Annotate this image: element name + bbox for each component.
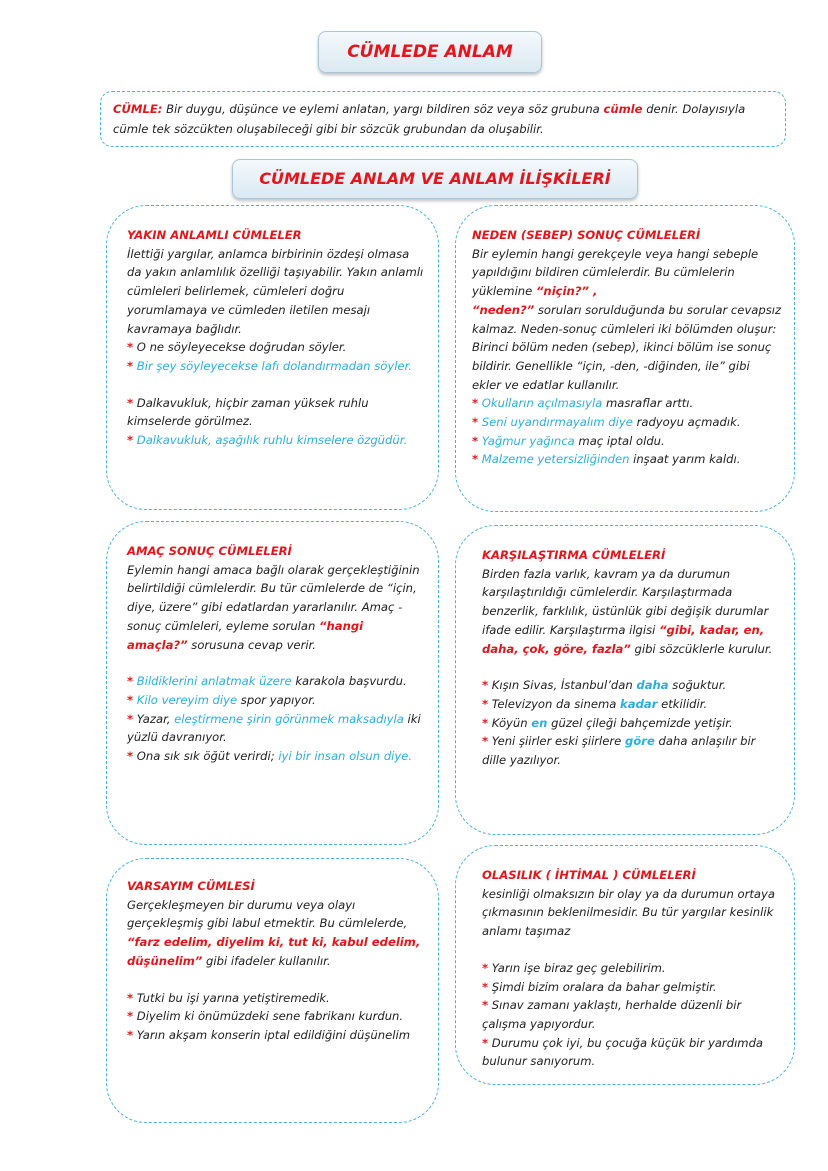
- bullet-star: *: [127, 358, 134, 373]
- example-cause: Yağmur yağınca: [481, 433, 575, 448]
- example-text: Sınav zamanı yaklaştı, herhalde düzenli bir çalışma yapıyordur.: [482, 998, 742, 1031]
- example-item: [472, 413, 782, 432]
- comparison-keywords: “gibi, kadar, en, daha, çok, göre, fazla”: [482, 622, 765, 656]
- amac-sonuc-box: [106, 521, 439, 845]
- example-keyword: göre: [625, 734, 655, 749]
- example-text: Durumu çok iyi, bu çocuğa küçük bir yardımda bulunur sanıyorum.: [482, 1035, 764, 1069]
- varsayim-body: [127, 896, 426, 971]
- body-text: Bir eylemin hangi gerekçeyle veya hangi sebeple yapıldığını bildiren cümlelerdir. Bu cümlelerin yüklemine: [472, 246, 759, 299]
- body-text: soruları sorulduğunda bu sorular cevapsız kalmaz. Neden-sonuç cümleleri iki bölümden oluşur: Birinci bölüm neden (sebep), ikinci bölüm ise sonuç bildirir. Genellikle “için, -den, -diğinden, ile” gibi ekler ve edatlar kullanılır.: [472, 302, 782, 392]
- definition-text: Bir duygu, düşünce ve eylemi anlatan, yargı bildiren söz veya söz grubuna: [162, 102, 604, 116]
- example-aim: iyi bir insan olsun diye.: [278, 749, 413, 764]
- example-text: Yarın işe biraz geç gelebilirim.: [491, 960, 666, 975]
- example-text: radyoyu açmadık.: [632, 415, 741, 430]
- example-item: [482, 959, 782, 978]
- example-text: Dalkavukluk, aşağılık ruhlu kimselere özgüdür.: [136, 433, 408, 448]
- definition-term: CÜMLE:: [113, 102, 163, 116]
- example-text: güzel çileği bahçemizde yetişir.: [547, 715, 733, 730]
- example-item: [127, 747, 426, 766]
- example-cause: Okulların açılmasıyla: [481, 396, 603, 411]
- question-keyword: “hangi amaçla?”: [127, 618, 364, 652]
- example-text: Ona sık sık öğüt verirdi;: [136, 749, 279, 764]
- bullet-star: *: [127, 395, 134, 410]
- olasilik-heading: OLASILIK ( İHTİMAL ) CÜMLELERİ: [482, 868, 696, 882]
- example-cause: Malzeme yetersizliğinden: [481, 452, 630, 467]
- example-item: [482, 714, 782, 733]
- definition-keyword: cümle: [603, 102, 643, 116]
- yakin-anlamli-box: [106, 205, 439, 510]
- example-aim: Bildiklerini anlatmak üzere: [136, 674, 292, 689]
- example-item: [482, 676, 782, 695]
- olasilik-box: [455, 845, 795, 1085]
- example-text: Bir şey söyleyecekse lafı dolandırmadan söyler.: [136, 358, 412, 373]
- example-item: [127, 989, 426, 1008]
- example-keyword: en: [531, 715, 548, 730]
- example-cause: Seni uyandırmayalım diye: [481, 415, 633, 430]
- example-item: [482, 1034, 782, 1071]
- example-keyword: kadar: [620, 696, 658, 711]
- example-item: [127, 691, 426, 710]
- body-text: sorusuna cevap verir.: [187, 637, 316, 652]
- bullet-star: *: [472, 396, 479, 411]
- bullet-star: *: [127, 1027, 134, 1042]
- example-text: Yarın akşam konserin iptal edildiğini düşünelim: [136, 1027, 410, 1042]
- varsayim-heading: VARSAYIM CÜMLESİ: [127, 879, 255, 893]
- varsayim-box: [106, 858, 439, 1123]
- bullet-star: *: [482, 678, 489, 693]
- example-item: [127, 710, 426, 747]
- bullet-star: *: [127, 711, 134, 726]
- bullet-star: *: [127, 749, 134, 764]
- example-text: soğuktur.: [668, 678, 727, 693]
- yakin-heading: YAKIN ANLAMLI CÜMLELER: [127, 228, 302, 242]
- example-text: etkilidir.: [657, 696, 708, 711]
- example-item: [127, 672, 426, 691]
- kars-heading: KARŞILAŞTIRMA CÜMLELERİ: [482, 548, 666, 562]
- question-keyword: “niçin?” ,: [535, 284, 598, 299]
- example-text: iki yüzlü davranıyor.: [127, 711, 421, 745]
- bullet-star: *: [127, 433, 134, 448]
- example-aim: eleştirmene şirin görünmek maksadıyla: [174, 711, 404, 726]
- example-item: [127, 1026, 426, 1045]
- definition-text: denir. Dolayısıyla cümle tek sözcükten oluşabileceği gibi bir sözcük grubundan da oluşabilir.: [113, 102, 746, 136]
- bullet-star: *: [482, 696, 489, 711]
- example-text: Yazar,: [136, 711, 175, 726]
- example-text: O ne söyleyecekse doğrudan söyler.: [136, 340, 347, 355]
- karsilastirma-box: [455, 525, 795, 835]
- example-text: maç iptal oldu.: [574, 433, 665, 448]
- neden-sonuc-box: [455, 205, 795, 512]
- bullet-star: *: [127, 692, 134, 707]
- example-keyword: daha: [636, 678, 669, 693]
- bullet-star: *: [127, 674, 134, 689]
- example-text: karakola başvurdu.: [291, 674, 407, 689]
- example-item: [472, 450, 782, 469]
- assumption-keywords: “farz edelim, diyelim ki, tut ki, kabul edelim, düşünelim”: [127, 935, 421, 968]
- example-text: Dalkavukluk, hiçbir zaman yüksek ruhlu kimselerde görülmez.: [127, 395, 369, 429]
- example-item: [127, 357, 424, 376]
- example-item: [482, 695, 782, 714]
- bullet-star: *: [472, 415, 479, 430]
- example-text: spor yapıyor.: [237, 692, 316, 707]
- example-text: Diyelim ki önümüzdeki sene fabrikanı kurdun.: [136, 1009, 404, 1024]
- example-text: inşaat yarım kaldı.: [629, 452, 741, 467]
- example-item: [482, 996, 782, 1033]
- example-item: [472, 432, 782, 451]
- example-item: [472, 394, 782, 413]
- neden-heading: NEDEN (SEBEP) SONUÇ CÜMLELERİ: [472, 228, 701, 242]
- example-text: Kışın Sivas, İstanbul’dan: [491, 678, 637, 693]
- page-title: CÜMLEDE ANLAM: [318, 31, 542, 73]
- body-text: gibi sözcüklerle kurulur.: [630, 641, 773, 656]
- example-text: Yeni şiirler eski şiirlere: [491, 734, 625, 749]
- kars-body: [482, 565, 782, 659]
- example-text: masraflar arttı.: [602, 396, 694, 411]
- example-text: Tutki bu işi yarına yetiştiremedik.: [136, 990, 330, 1005]
- bullet-star: *: [127, 340, 134, 355]
- example-item: [127, 394, 424, 431]
- bullet-star: *: [482, 715, 489, 730]
- section-title: CÜMLEDE ANLAM VE ANLAM İLİŞKİLERİ: [232, 159, 638, 199]
- bullet-star: *: [482, 960, 489, 975]
- example-item: [127, 1007, 426, 1026]
- example-item: [127, 338, 424, 357]
- example-text: daha anlaşılır bir dille yazılıyor.: [482, 734, 756, 768]
- amac-body: [127, 561, 426, 655]
- example-text: Televizyon da sinema: [491, 696, 621, 711]
- bullet-star: *: [482, 998, 489, 1013]
- example-text: Köyün: [491, 715, 532, 730]
- example-item: [127, 431, 424, 450]
- body-text: gibi ifadeler kullanılır.: [202, 953, 331, 968]
- bullet-star: *: [127, 1009, 134, 1024]
- bullet-star: *: [482, 734, 489, 749]
- example-item: [482, 732, 782, 769]
- body-text: Gerçekleşmeyen bir durumu veya olayı gerçekleşmiş gibi labul etmektir. Bu cümlelerde,: [127, 897, 408, 931]
- yakin-body: İlettiği yargılar, anlamca birbirinin özdeşi olmasa da yakın anlamlılık özelliği taşıyabilir. Yakın anlamlı cümleleri belirlemek, cümleleri doğru yorumlamaya ve cümleden iletilen mesajı kavramaya bağlıdır.: [127, 246, 424, 336]
- body-text: Eylemin hangi amaca bağlı olarak gerçekleştiğinin belirtildiği cümlelerdir. Bu tür cümlelerde de “için, diye, üzere” gibi edatlardan yararlanılır. Amaç - sonuç cümleleri, eyleme sorulan: [127, 562, 420, 633]
- example-aim: Kilo vereyim diye: [136, 692, 238, 707]
- bullet-star: *: [472, 452, 479, 467]
- bullet-star: *: [482, 979, 489, 994]
- question-keyword: “neden?”: [472, 302, 535, 317]
- bullet-star: *: [472, 433, 479, 448]
- bullet-star: *: [127, 990, 134, 1005]
- body-text: Birden fazla varlık, kavram ya da durumun karşılaştırıldığı cümlelerdir. Karşılaştırmada benzerlik, farklılık, üstünlük gibi değişik durumlar ifade edilir. Karşılaştırma ilgisi: [482, 566, 769, 637]
- amac-heading: AMAÇ SONUÇ CÜMLELERİ: [127, 544, 292, 558]
- bullet-star: *: [482, 1035, 489, 1050]
- neden-body: [472, 245, 782, 395]
- example-text: Şimdi bizim oralara da bahar gelmiştir.: [491, 979, 717, 994]
- definition-box: [100, 91, 786, 147]
- olasilik-body: kesinliği olmaksızın bir olay ya da durumun ortaya çıkmasının beklenilmesidir. Bu tür yargılar kesinlik anlamı taşımaz: [482, 886, 775, 939]
- example-item: [482, 978, 782, 997]
